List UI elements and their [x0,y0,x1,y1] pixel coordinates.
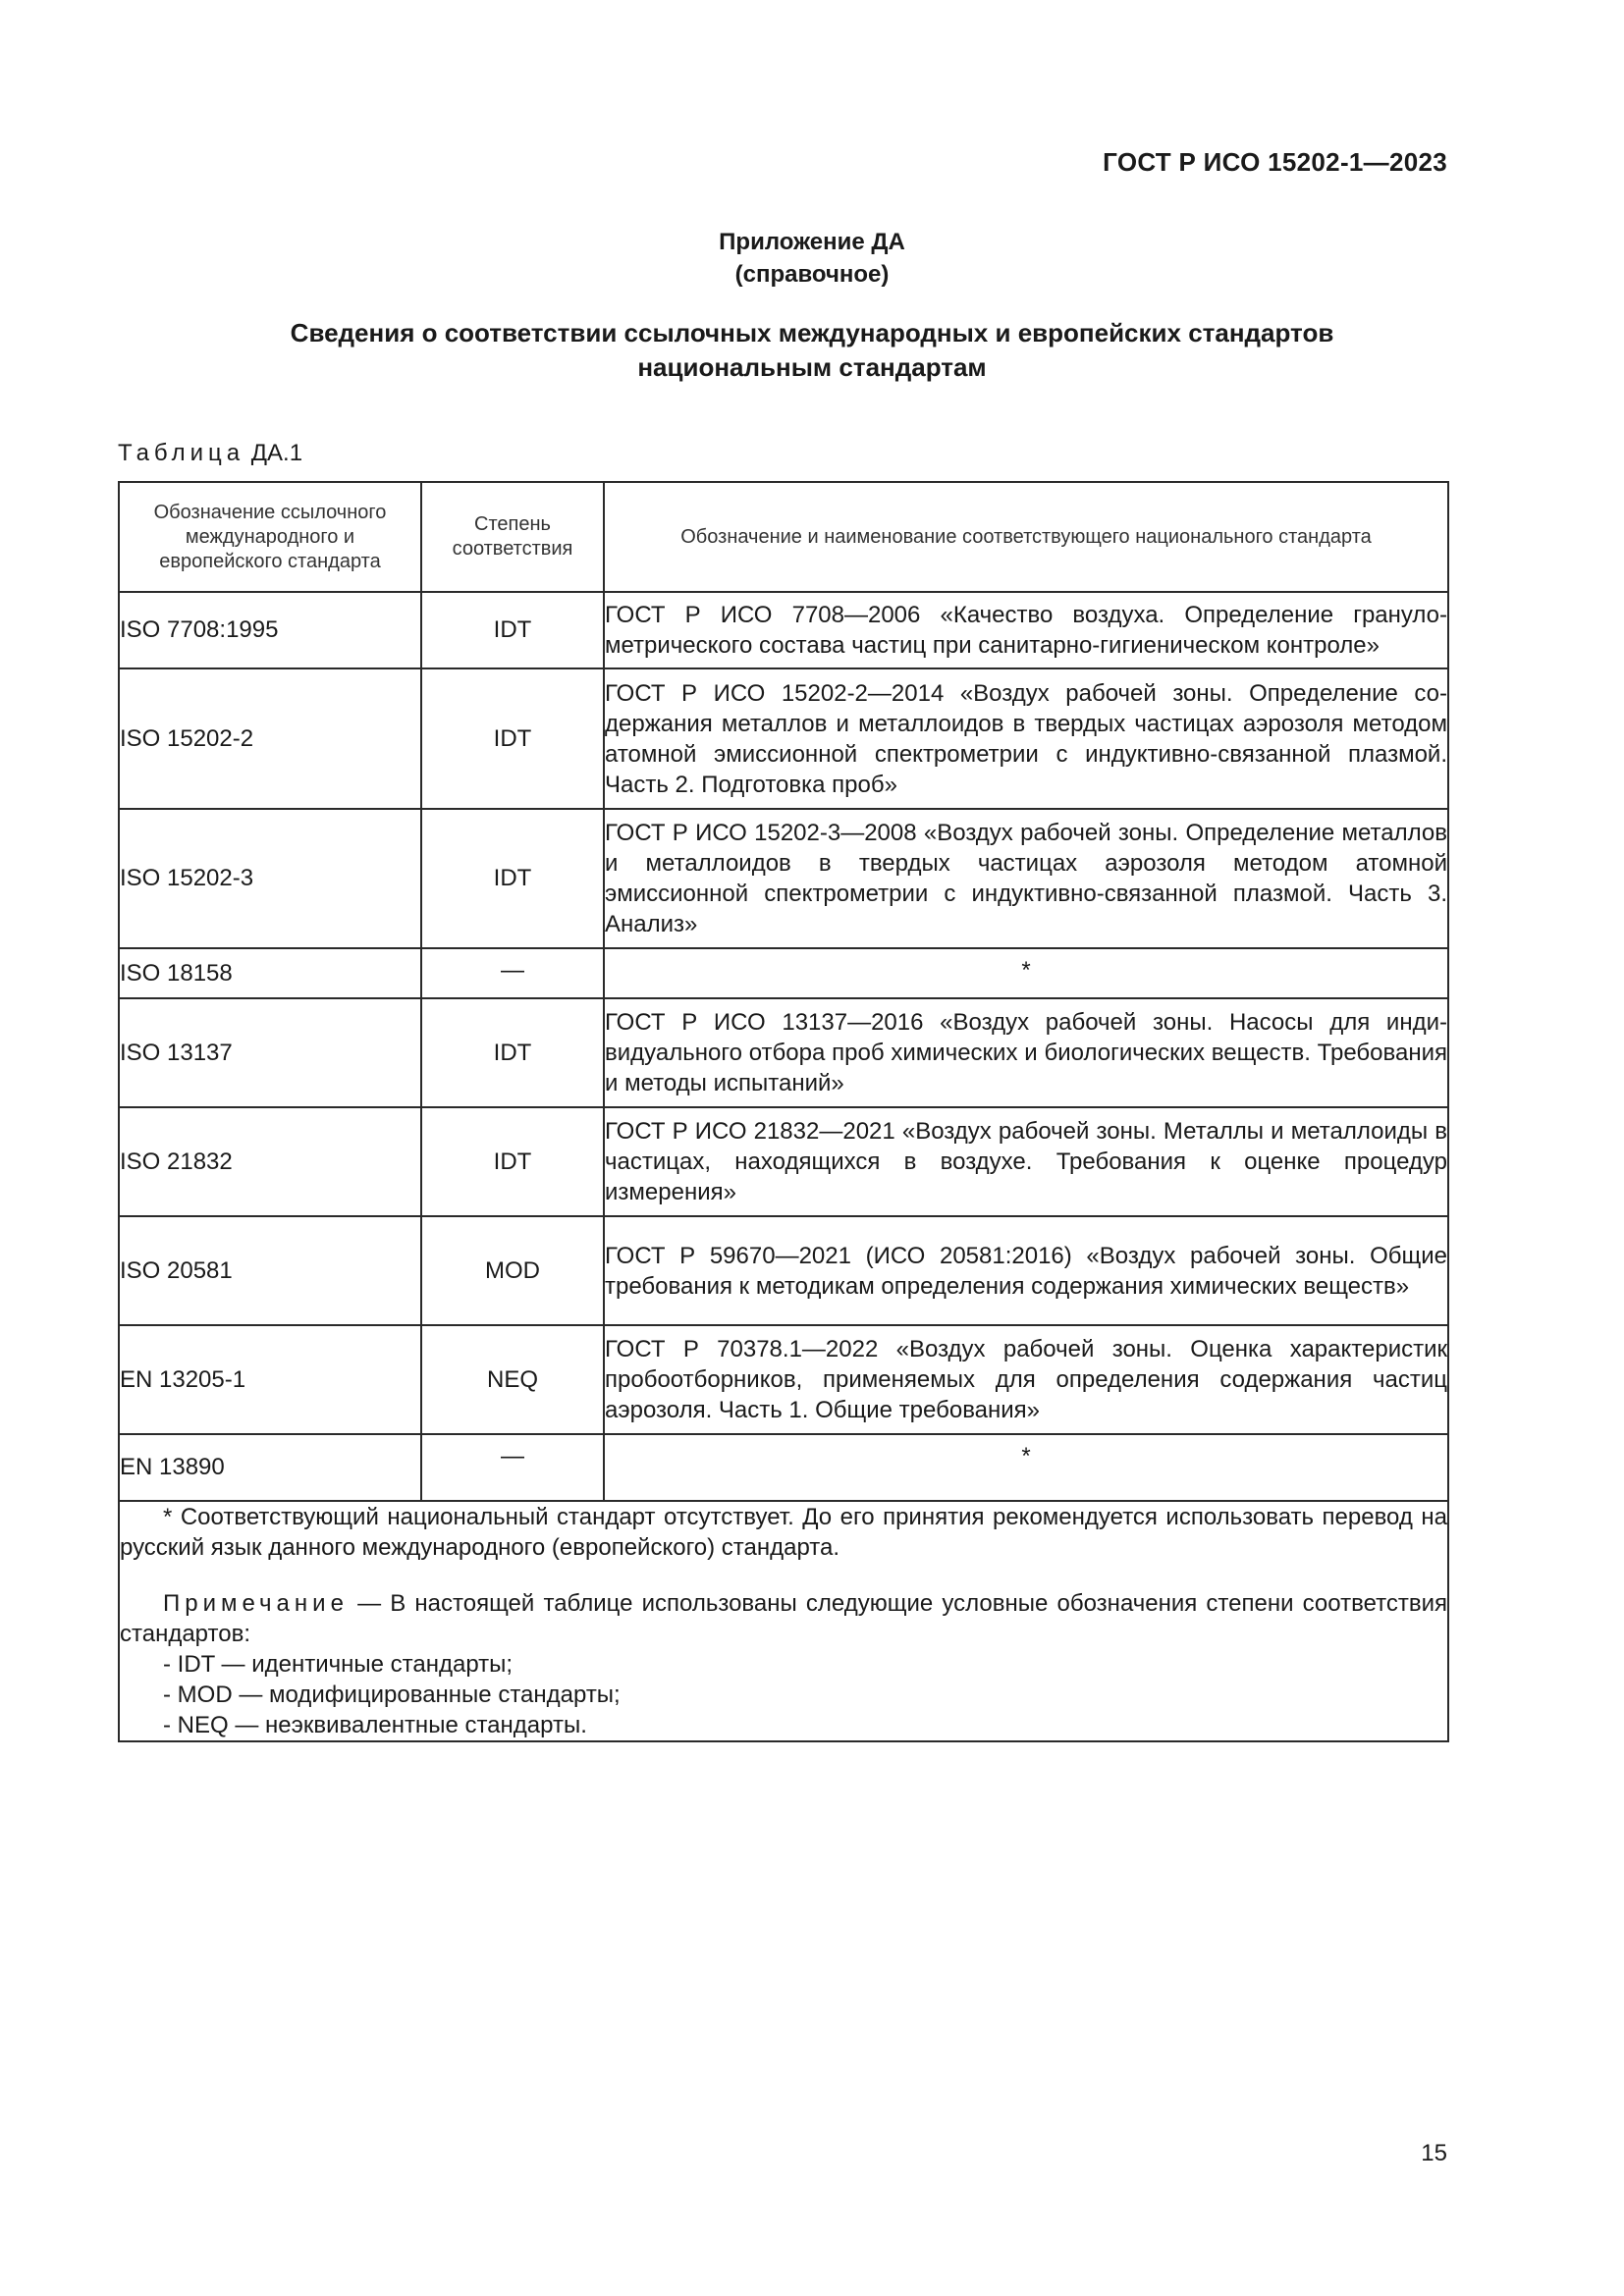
cell-degree: MOD [421,1216,604,1325]
cell-degree: IDT [421,668,604,809]
cell-national: * [604,948,1448,998]
list-item: - MOD — модифицированные стандарты; [163,1682,621,1708]
cell-designation: ISO 20581 [119,1216,421,1325]
cell-degree: IDT [421,809,604,948]
cell-degree: NEQ [421,1325,604,1434]
section-heading [177,316,1447,385]
cell-national: ГОСТ Р ИСО 13137—2016 «Воздух рабочей зоны. Насосы для индивидуального отбора проб химических и биологических веществ. Требования и методы испытаний» [604,998,1448,1107]
footnote-star: * Соответствующий национальный стандарт отсутствует. До его принятия рекомендуется использовать перевод на русский язык данного международного (европейского) стандарта. [120,1504,1447,1561]
table-footer-row [119,1501,1448,1741]
cell-national: * [604,1434,1448,1501]
column-header-degree: Степень соответствия [421,482,604,592]
table-row [119,1434,1448,1501]
cell-national: ГОСТ Р ИСО 15202-2—2014 «Воздух рабочей зоны. Определение содержания металлов и металлоидов в твердых частицах аэрозоля методом атомной эмиссионной спектрометрии с индуктивно-связанной плазмой. Часть 2. Подготовка проб» [604,668,1448,809]
list-item: - NEQ — неэквивалентные стандарты. [163,1712,587,1738]
cell-degree: IDT [421,998,604,1107]
table-row [119,1107,1448,1216]
table-row [119,998,1448,1107]
table-row [119,1216,1448,1325]
annex-title-block [0,226,1624,291]
table-note [120,1588,1447,1649]
table-footnotes [119,1501,1448,1741]
table-row [119,592,1448,668]
cell-designation: EN 13205-1 [119,1325,421,1434]
cell-designation: ISO 18158 [119,948,421,998]
cell-national: ГОСТ Р 70378.1—2022 «Воздух рабочей зоны. Оценка характеристик пробоотборников, применяемых для определения содержания частиц аэрозоля. Часть 1. Общие требования» [604,1325,1448,1434]
table-label-word: Таблица [118,440,245,466]
table-header-row [119,482,1448,592]
cell-national: ГОСТ Р ИСО 21832—2021 «Воздух рабочей зоны. Металлы и металлоиды в частицах, находящихся в воздухе. Требования к оценке процедур измерения» [604,1107,1448,1216]
table-row [119,809,1448,948]
cell-designation: EN 13890 [119,1434,421,1501]
note-word: Примечание [163,1590,349,1617]
cell-designation: ISO 7708:1995 [119,592,421,668]
table-row [119,948,1448,998]
annex-subtitle: (справочное) [734,261,890,288]
cell-degree: IDT [421,1107,604,1216]
cell-designation: ISO 15202-3 [119,809,421,948]
note-list [120,1649,1447,1740]
cell-national: ГОСТ Р ИСО 15202-3—2008 «Воздух рабочей зоны. Определение металлов и металлоидов в твердых частицах аэрозоля методом атомной эмиссионной спектрометрии с индуктивно-связанной плазмой. Часть 3. Анализ» [604,809,1448,948]
column-header-designation: Обозначение ссылочного международного и европейского стандарта [119,482,421,592]
document-code: ГОСТ Р ИСО 15202-1—2023 [1103,147,1447,177]
cell-national: ГОСТ Р 59670—2021 (ИСО 20581:2016) «Воздух рабочей зоны. Общие требования к методикам определения содержания химических веществ» [604,1216,1448,1325]
section-heading-line1: Сведения о соответствии ссылочных международных и европейских стандартов [290,318,1334,347]
cell-designation: ISO 13137 [119,998,421,1107]
cell-national: ГОСТ Р ИСО 7708—2006 «Качество воздуха. Определение гранулометрического состава частиц при санитарно-гигиеническом контроле» [604,592,1448,668]
table-label-number: ДА.1 [250,440,303,466]
correspondence-table [118,481,1449,1742]
cell-degree: — [421,1434,604,1501]
section-heading-line2: национальным стандартам [637,352,987,382]
annex-title: Приложение ДА [719,229,905,255]
cell-designation: ISO 15202-2 [119,668,421,809]
cell-degree: IDT [421,592,604,668]
cell-designation: ISO 21832 [119,1107,421,1216]
note-text: — В настоящей таблице использованы следующие условные обозначения степени соответствия стандартов: [120,1590,1447,1647]
page-number: 15 [1421,2140,1447,2166]
cell-degree: — [421,948,604,998]
table-row [119,668,1448,809]
column-header-national: Обозначение и наименование соответствующего национального стандарта [604,482,1448,592]
table-label [118,440,302,467]
list-item: - IDT — идентичные стандарты; [163,1651,514,1678]
table-row [119,1325,1448,1434]
